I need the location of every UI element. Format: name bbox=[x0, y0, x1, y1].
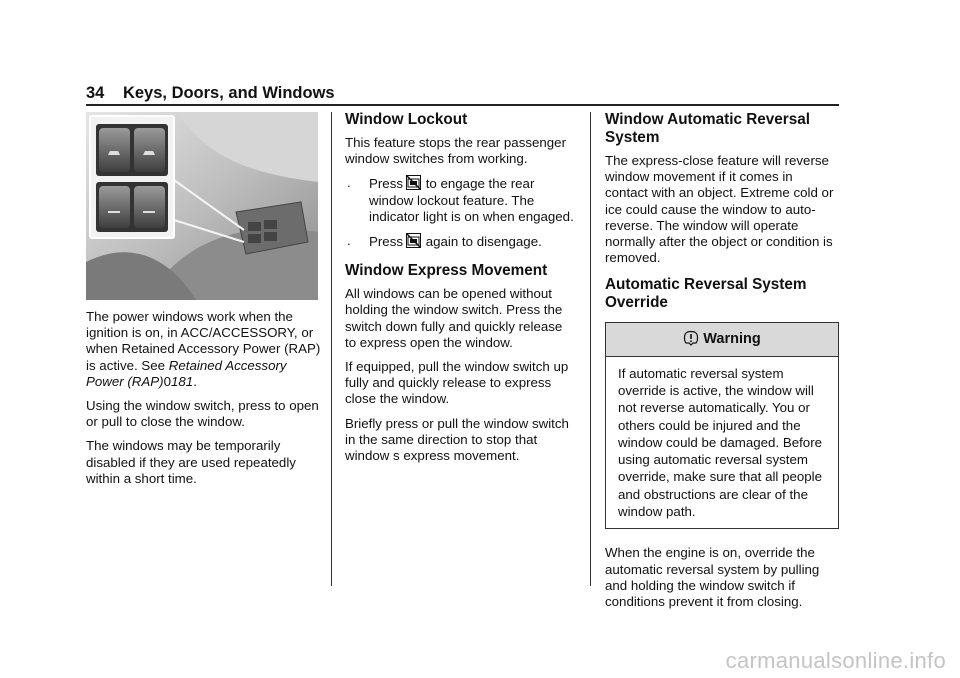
express-open-paragraph: All windows can be opened without holding the window switch. Press the switch down fully and quickly release to express open the window. bbox=[345, 286, 563, 350]
auto-reversal-heading: Window Automatic Reversal System bbox=[605, 111, 810, 146]
switch-usage-paragraph: Using the window switch, press to open or pull to close the window. bbox=[86, 398, 319, 430]
column-divider-1 bbox=[331, 112, 332, 586]
column-2 bbox=[345, 111, 577, 472]
window-lockout-heading: Window Lockout bbox=[345, 111, 468, 128]
override-paragraph: When the engine is on, override the automatic reversal system by pulling and holding the window switch if conditions prevent it from closing. bbox=[605, 545, 820, 609]
page-number: 34 bbox=[86, 84, 105, 102]
window-lockout-icon bbox=[406, 233, 421, 248]
watermark: carmanualsonline.info bbox=[725, 648, 946, 673]
rap-page-link[interactable]: 181 bbox=[171, 373, 194, 389]
warning-body: If automatic reversal system override is active, the window will not reverse automatically. You or others could be injured and the window could be damaged. Before using automatic reversal system override, make sure that all people and obstructions are clear of the window path. bbox=[618, 365, 823, 519]
warning-box bbox=[605, 322, 839, 529]
header-rule bbox=[86, 104, 839, 106]
lockout-bullet-2: . Press again to disengage. bbox=[347, 233, 542, 250]
column-3 bbox=[605, 111, 839, 618]
page-ref-symbol: 0 bbox=[163, 373, 171, 389]
chapter-title: Keys, Doors, and Windows bbox=[122, 84, 335, 102]
warning-header: Warning bbox=[606, 323, 838, 356]
express-movement-heading: Window Express Movement bbox=[345, 262, 548, 280]
column-1 bbox=[86, 309, 326, 495]
express-stop-paragraph: Briefly press or pull the window switch in the same direction to stop that window s express movement. bbox=[345, 415, 569, 464]
rap-crossref-link[interactable]: Retained Accessory Power (RAP) bbox=[86, 357, 287, 389]
express-close-paragraph: If equipped, pull the window switch up fully and quickly release to express close the window. bbox=[345, 359, 569, 407]
window-switch-photo bbox=[86, 112, 318, 300]
window-lockout-icon bbox=[406, 175, 421, 190]
disabled-note-paragraph: The windows may be temporarily disabled if they are used repeatedly within a short time. bbox=[86, 438, 296, 486]
auto-reversal-paragraph: The express-close feature will reverse window movement if it comes in contact with an object. Extreme cold or ice could cause the window to auto-reverse. The window will operate normally after the object or condition is removed. bbox=[605, 153, 834, 266]
lockout-intro: This feature stops the rear passenger window switches from working. bbox=[345, 135, 566, 167]
intro-paragraph: The power windows work when the ignition is on, in ACC/ACCESSORY, or when Retained Accessory Power (RAP) is active. See Retained Accessory Power (RAP)0181. bbox=[86, 309, 321, 389]
override-heading: Automatic Reversal System Override bbox=[605, 276, 807, 312]
warning-icon bbox=[683, 330, 699, 346]
page-header bbox=[86, 84, 335, 103]
lockout-bullet-1: . Press to engage the rear window lockout feature. The indicator light is on when engaged. bbox=[347, 175, 574, 224]
column-divider-2 bbox=[590, 112, 591, 586]
